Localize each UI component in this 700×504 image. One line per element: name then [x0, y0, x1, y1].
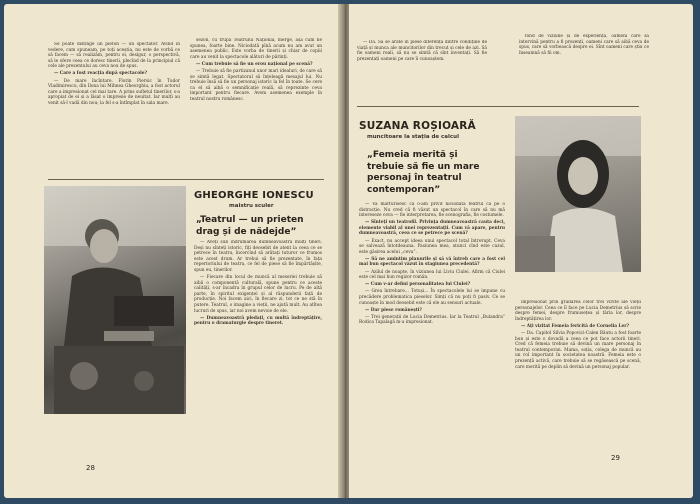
section-divider: [48, 179, 324, 180]
rc2: — Da. Capitol Silvia Popovici-Calen Băutu a fost foarte bun și este o dovadă a ceea ce pot face actorii tineri. Cred că femeia trebuie să devină un mare personaj în teatrul contemporan. Mama, soția, colega de muncă au un rol important în societatea noastră. Femeia este o prezență activă, care trebuie să se regăsească pe scenă, care merită pe deplin să devină un personaj popular.: [515, 330, 641, 370]
top-right-column-block: [190, 38, 322, 178]
q5: — Azilul de noapte, în viziunea lui Liviu Ciulei. Afirm că Ciulei este cel mai bun regizor român.: [359, 269, 505, 281]
top-right-question: — Cum trebuie să fie un erou național pe scenă?: [196, 61, 313, 67]
page-number-right: 29: [611, 454, 620, 462]
top-left-column-2: — De mare încîntare. Florin Piersic în Tudor Vladimirescu, din Ilona lui Mihnea Gheorghiu, a fost actorul care a impresionat cel mai tare. A prins sufletul tinerilor, s-a apropiat de ei și a lăsat o impresie de neuitat. Iar mulți au venit să-l vadă din nou; la fel s-a întîmplat în sala mare.: [48, 78, 180, 106]
right-page: [349, 4, 693, 498]
top-left-column: Se poate distinge un pieton — un spectator. Avînd în vedere, cum spuneam, pe toți aceștia, nu este de vorbă ce să facem — să realizăm, pentru ei, desigur, o perspectivă, să le ofere ceea ce doresc tinerii, plecînd de la principiul că cele ale prezentului au ceva nou de spus.: [48, 42, 180, 70]
q9: — Trei generații de Lucia Demetrius. Iar la Teatrul „Bulandra” Rodica Tapalagă m-a impresionat.: [359, 314, 505, 326]
left-page: [4, 4, 342, 498]
rc-q: — Ați vizitat Femeia fericită de Cornelia Ler?: [521, 323, 630, 329]
top-right-column-2: — Trebuie să fie partizanul unor mari idealuri, de care să se simtă legat. Spectatorul să înțeleagă mesajul lui. Nu trebuie însă să fie un personaj istoric la fel în toate. Se cere ca el să aibă o semnificație reală, să reprezinte ceva important pentru fiecare. Avem asemenea exemple în teatrul nostru românesc.: [190, 68, 322, 102]
q7: — Grea întrebare... Totuși... În spectacolele lui se impune cu precădere problematica pieselor. Simți că nu poți fi pasiv. Ce se cunoaște în mod deosebit este că ele au sensuri actuale.: [359, 289, 505, 306]
q6: — Cum v-ar defini personalitatea lui Ciulei?: [365, 282, 471, 288]
woman-photo: [515, 116, 641, 272]
right-top-text-1: — Da. Să se arate în piese diferența dintre condițiile de viață și munca ale muncitorilor din trecut și cele de azi. Să fie oameni reali, să nu se simtă că sînt inventați. Să fie prezentați oameni pe care îi cunoaștem.: [357, 40, 487, 62]
worker-photo: [44, 186, 186, 414]
article-part-1: — Aveți sub îndrumarea dumneavoastră mulți tineri. Deși nu sînteți istoric, fiți deosebit de atent la ceea ce se petrece în teatru, încercînd să arătați tuturor ce frumos este acest drum. Ar trebui să fie prezentate, în fața repertoriului de teatru, ce fel de piese să fie împărtășite, spun eu, tinerilor.: [194, 240, 322, 273]
q8: — Dar piese românești?: [365, 307, 422, 313]
right-interviewee-role: muncitoare la stația de calcul: [367, 134, 459, 140]
q4: — Să ne amintim planurile și să vă întreb care a fost cel mai bun spectacol văzut în stagiunea precedentă?: [359, 256, 505, 268]
right-section-divider: [357, 106, 639, 107]
interviewee-name: GHEORGHE IONESCU: [194, 190, 314, 201]
right-interview-headline: „Femeia merită și trebuie să fie un mare personaj în teatrul contemporan”: [367, 150, 480, 195]
right-top-text-2: fond de viziune și de experiență, oameni care să intervină pentru a fi prezenți, oameni care să aibă ceva de spus, care să vorbească despre ei. Sînt oameni care știu ce înseamnă să fii om.: [519, 34, 649, 56]
article-part-3: — Dumneavoastră pledați, cu multă îndreptățire, pentru o dramaturgie despre tineret.: [194, 315, 322, 327]
interview-body-right: [194, 240, 322, 480]
right-top-column-2: [519, 34, 649, 106]
interview-headline: „Teatrul — un prieten drag și de nădejde”: [196, 215, 304, 237]
article-part-2: — Fiecare din locul de muncă al meseriei trebuie să aibă o componentă culturală, spune pentru ce aceste calități, s-ar încadra în grupul celor de lucru. Pe de altă parte, în spiritul exigenței și al răspunderii față de producție. Noi facem aici, în fiecare zi, tot ce ne stă în putere. Teatrul, o imagine a vieții, ne ajută mult. Au atîtea lucruri de spus, iar noi avem nevoie de ele.: [194, 275, 322, 314]
right-top-column-1: [357, 40, 487, 106]
right-interview-body-2: [515, 300, 641, 470]
page-number-left: 28: [86, 464, 95, 472]
right-interviewee-name: SUZANA ROȘIOARĂ: [359, 120, 476, 132]
top-left-question: — Care a fost reacția după spectacole?: [54, 71, 148, 77]
top-left-column-block: [48, 42, 180, 114]
worker-illustration: [44, 186, 186, 414]
rc1: impresionat prin gradarea celor trei vîrste ale vieții personajelor. Ceea ce îl face pe Lucia Demetrius să scrie despre femei, despre frumusețea și tăria lor, despre îndreptățirea lor.: [515, 300, 641, 322]
top-right-column: sezon, cu trupa Teatrului Național, merge, așa cum ne spunea, foarte bine. Niciodată pînă acum nu am avut un asemenea public. Este vorba de tinerii și chiar de copiii care au venit la spectacole alături de părinți.: [190, 38, 322, 60]
right-interview-body: [359, 202, 505, 488]
q3: — Exact, nu accept ideea unui spectacol total întrerupt. Ceva se salvează întotdeauna. Pasiunea mea, atunci cînd este cazul, este găsirea acelui „ceva”.: [359, 238, 505, 255]
q1: — Va mărturisesc că o-am privit niciodată teatrul ca pe o distracție. Nu cred că fi văzut un spectacol în care să nu mă intereseze ceva — fie interpretarea, fie scenografia, fie costumele.: [359, 202, 505, 219]
interviewee-role: maistru sculer: [229, 203, 274, 209]
q2: — Sînteți un teatrofil. Privința dumneavoastră cauta deci, elemente viabil al unei reprezentații. Cum vă apare, pentru dumneavoastră, ceea ce se petrece pe scenă?: [359, 220, 505, 237]
woman-illustration: [515, 116, 641, 272]
